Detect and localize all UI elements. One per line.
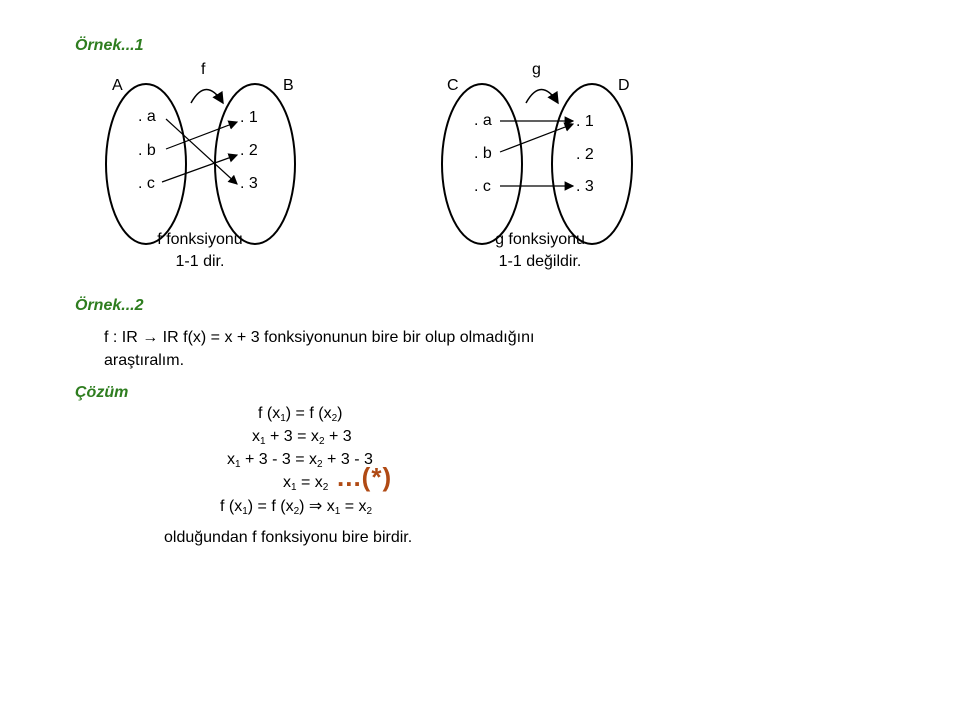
- g-caption-line1: g fonksiyonu: [495, 231, 585, 248]
- set-b-item: . 2: [240, 142, 258, 159]
- equation-step3: $x_1 + 3 - 3 = x_2 + 3 - 3$: [227, 451, 373, 470]
- set-d-item: . 1: [576, 113, 594, 130]
- set-d-label: D: [618, 77, 630, 94]
- g-arrow-b-1: [500, 124, 573, 152]
- equation-step2: $x_1 + 3 = x_2 + 3$: [252, 428, 352, 447]
- solution-heading: Çözüm: [75, 384, 129, 401]
- set-d-ellipse: [552, 84, 632, 244]
- set-b-label: B: [283, 77, 294, 94]
- f-arrow-c-2: [162, 155, 237, 182]
- star-marker: ...(*): [337, 462, 393, 492]
- equation-step1: f $(x_1) = f$ $(x_2)$: [258, 405, 343, 424]
- set-c-item: . a: [474, 112, 492, 129]
- conclusion-text: olduğundan f fonksiyonu bire birdir.: [164, 529, 413, 546]
- example1-heading: Örnek...1: [75, 37, 144, 54]
- equation-step4: $x_1 = x_2$: [283, 474, 329, 493]
- set-b-item: . 3: [240, 175, 258, 192]
- example2-heading: Örnek...2: [75, 297, 144, 314]
- set-c-label: C: [447, 77, 459, 94]
- g-curved-arrow: [526, 90, 558, 104]
- g-caption-line2: 1-1 değildir.: [498, 253, 582, 270]
- set-b-ellipse: [215, 84, 295, 244]
- set-a-label: A: [112, 77, 123, 94]
- f-arrow-b-1: [166, 122, 237, 149]
- problem-line1: f : IR → IR f(x) = x + 3 fonksiyonunun bire bir olup olmadığını: [104, 329, 535, 346]
- problem-line2: araştıralım.: [104, 352, 185, 369]
- f-caption-line2: 1-1 dir.: [175, 253, 225, 270]
- f-arrow-a-3: [166, 119, 237, 184]
- g-function-label: g: [532, 61, 541, 78]
- set-c-item: . b: [474, 145, 492, 162]
- set-d-item: . 2: [576, 146, 594, 163]
- set-a-item: . a: [138, 108, 156, 125]
- set-a-item: . b: [138, 142, 156, 159]
- set-a-item: . c: [138, 175, 155, 192]
- equation-step5: f $(x_1) = f$ $(x_2)$ ⇒ $x_1 = x_2$: [220, 498, 373, 517]
- set-d-item: . 3: [576, 178, 594, 195]
- f-caption-line1: f fonksiyonu: [157, 231, 243, 248]
- set-c-item: . c: [474, 178, 491, 195]
- f-curved-arrow: [191, 90, 223, 104]
- f-function-label: f: [201, 61, 206, 78]
- set-c-ellipse: [442, 84, 522, 244]
- set-b-item: . 1: [240, 109, 258, 126]
